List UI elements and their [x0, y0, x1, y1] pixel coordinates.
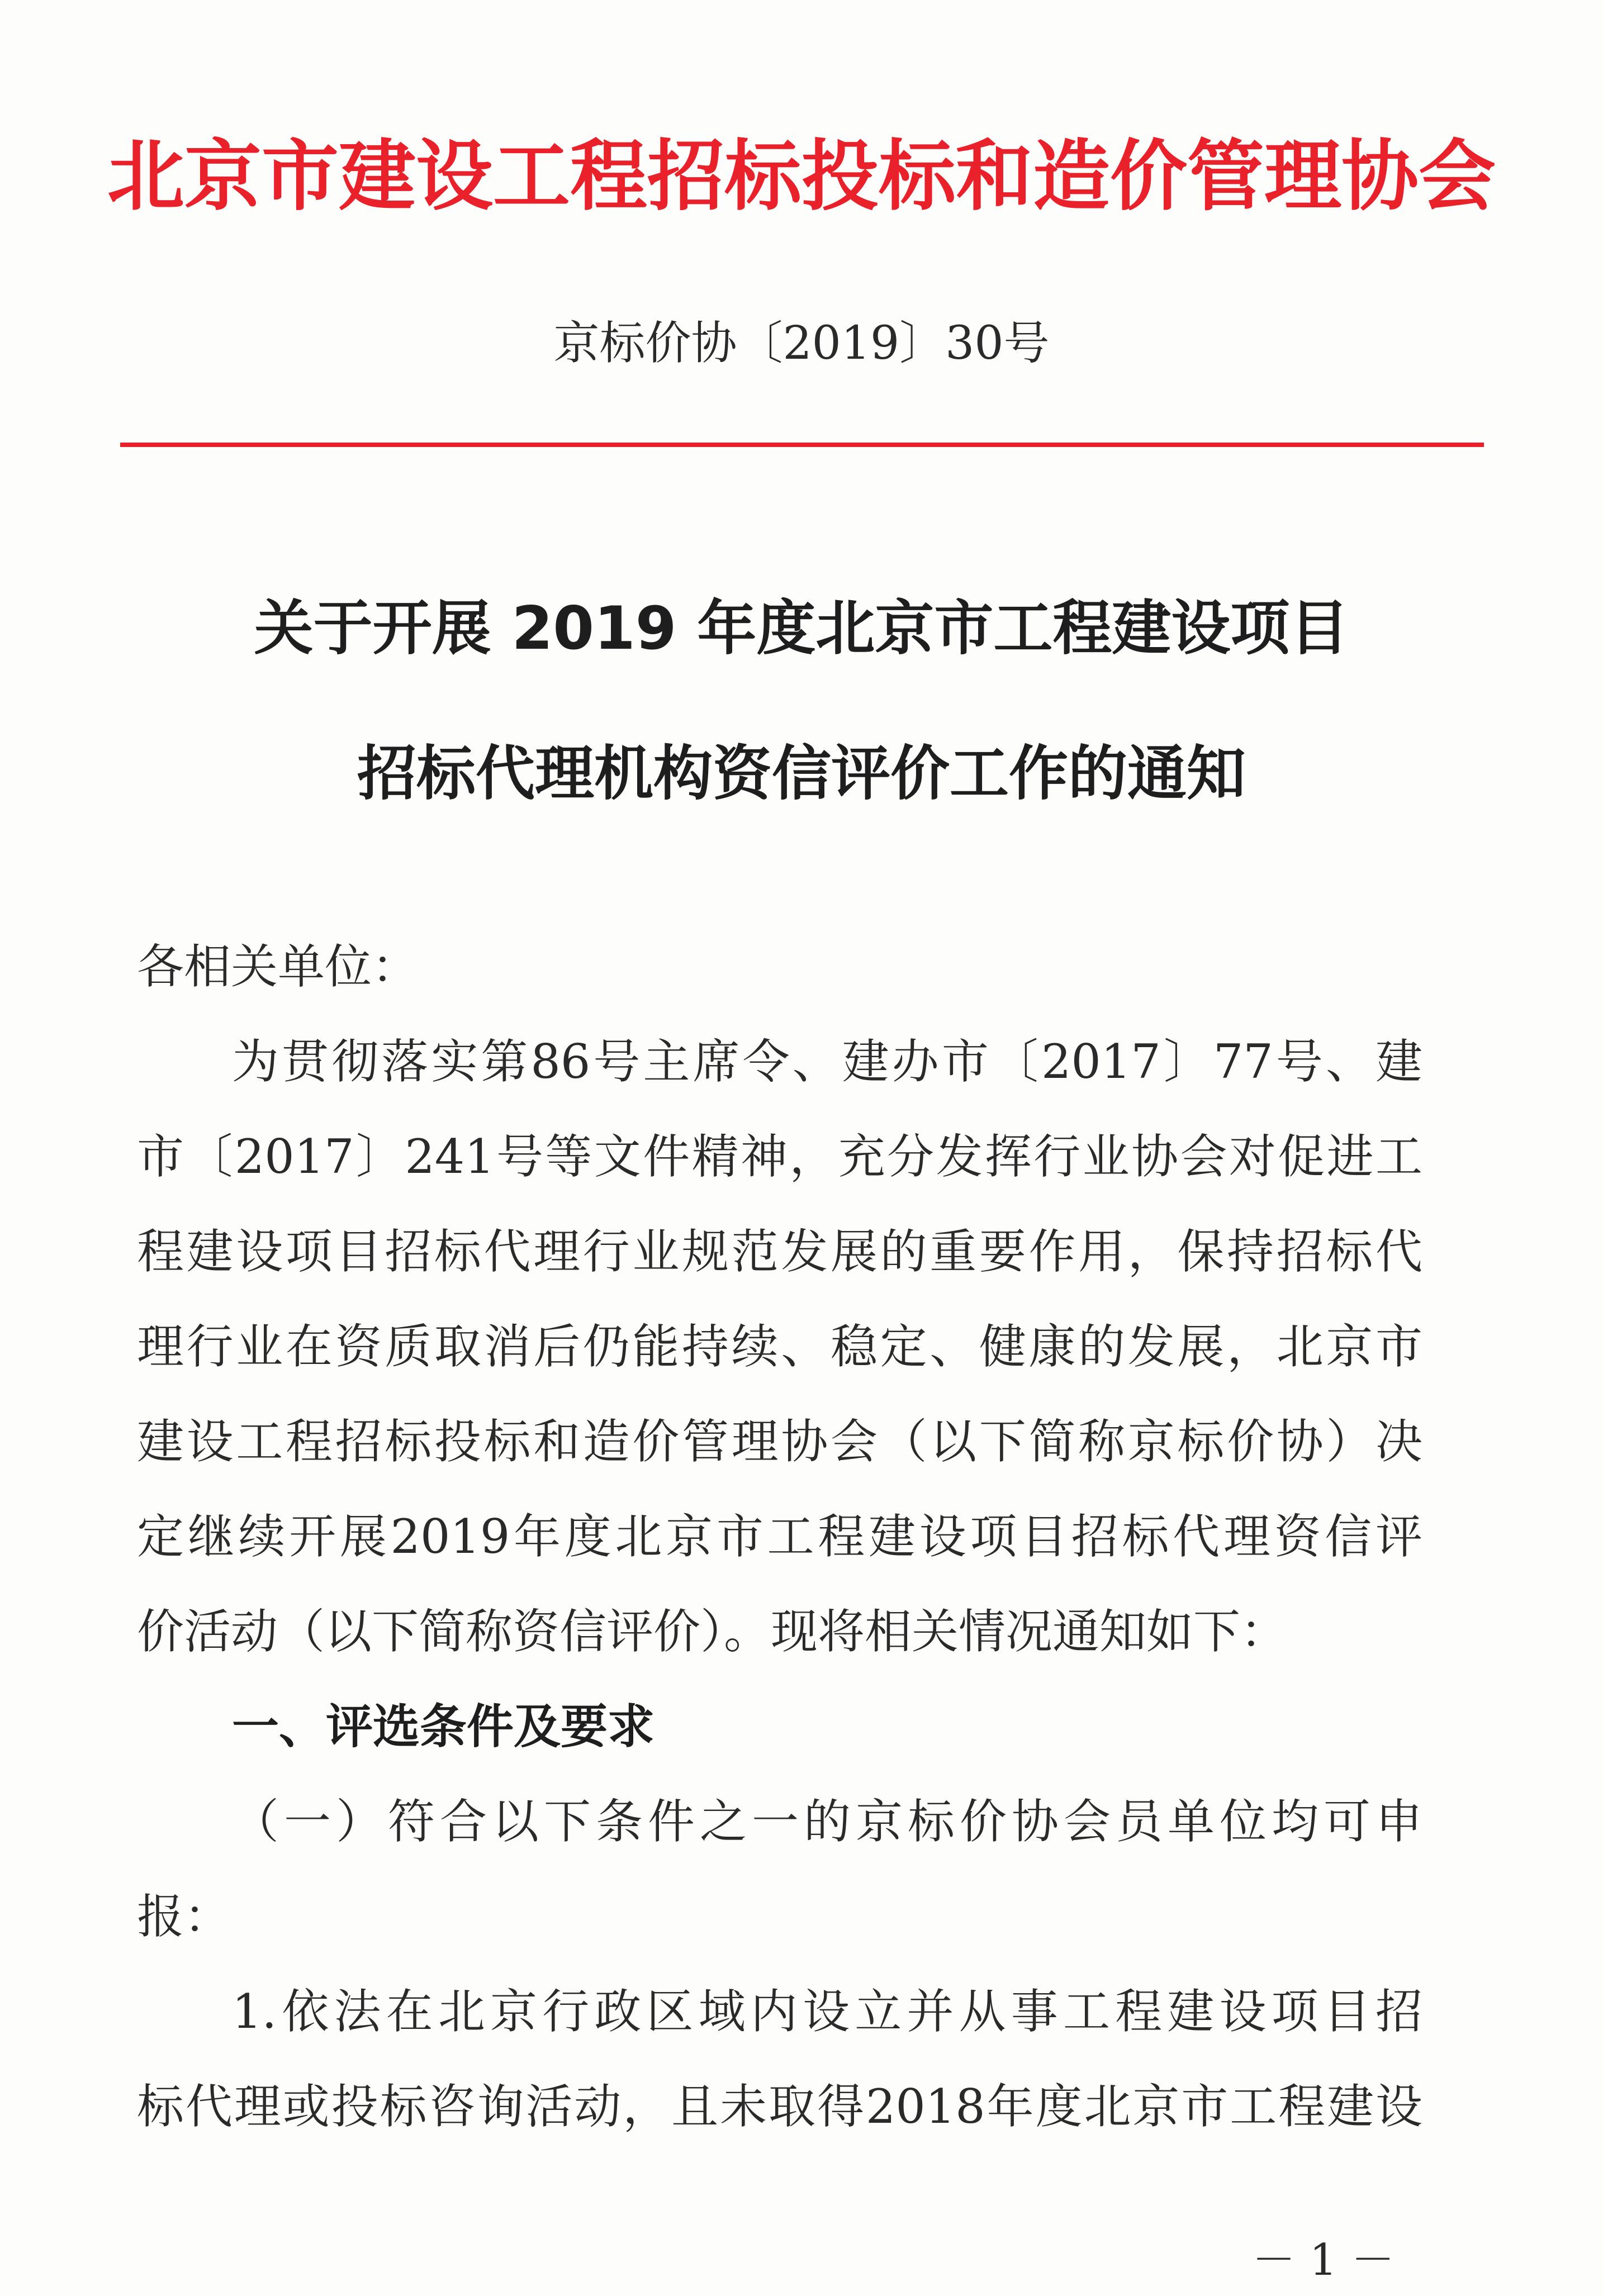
paragraph-line: 标代理或投标咨询活动，且未取得2018年度北京市工程建设: [137, 2079, 1422, 2134]
paragraph-line: 价活动（以下简称资信评价）。现将相关情况通知如下：: [137, 1604, 1288, 1659]
salutation: 各相关单位：: [137, 939, 419, 994]
paragraph-line: 定继续开展2019年度北京市工程建设项目招标代理资信评: [137, 1509, 1422, 1564]
page-number: － 1 －: [1252, 2235, 1395, 2285]
paragraph-line: 理行业在资质取消后仍能持续、稳定、健康的发展，北京市: [137, 1319, 1422, 1374]
paragraph-line: 程建设项目招标代理行业规范发展的重要作用，保持招标代: [137, 1224, 1422, 1279]
paragraph-line: 市〔2017〕241号等文件精神，充分发挥行业协会对促进工: [137, 1129, 1422, 1184]
document-number: 京标价协〔2019〕30号: [553, 317, 1050, 370]
paragraph-line: （一）符合以下条件之一的京标价协会员单位均可申: [232, 1794, 1422, 1849]
notice-title-line-1: 关于开展 2019 年度北京市工程建设项目: [254, 594, 1349, 663]
issuing-organization-title: 北京市建设工程招标投标和造价管理协会: [107, 130, 1496, 221]
red-separator-line: [120, 443, 1484, 447]
paragraph-line: 建设工程招标投标和造价管理协会（以下简称京标价协）决: [137, 1414, 1422, 1469]
paragraph-line: 报：: [137, 1889, 231, 1944]
paragraph-line: 为贯彻落实第86号主席令、建办市〔2017〕77号、建: [232, 1034, 1422, 1089]
section-heading-1: 一、评选条件及要求: [232, 1699, 655, 1754]
paragraph-line: 1.依法在北京行政区域内设立并从事工程建设项目招: [232, 1984, 1422, 2039]
notice-title-line-2: 招标代理机构资信评价工作的通知: [357, 739, 1246, 808]
